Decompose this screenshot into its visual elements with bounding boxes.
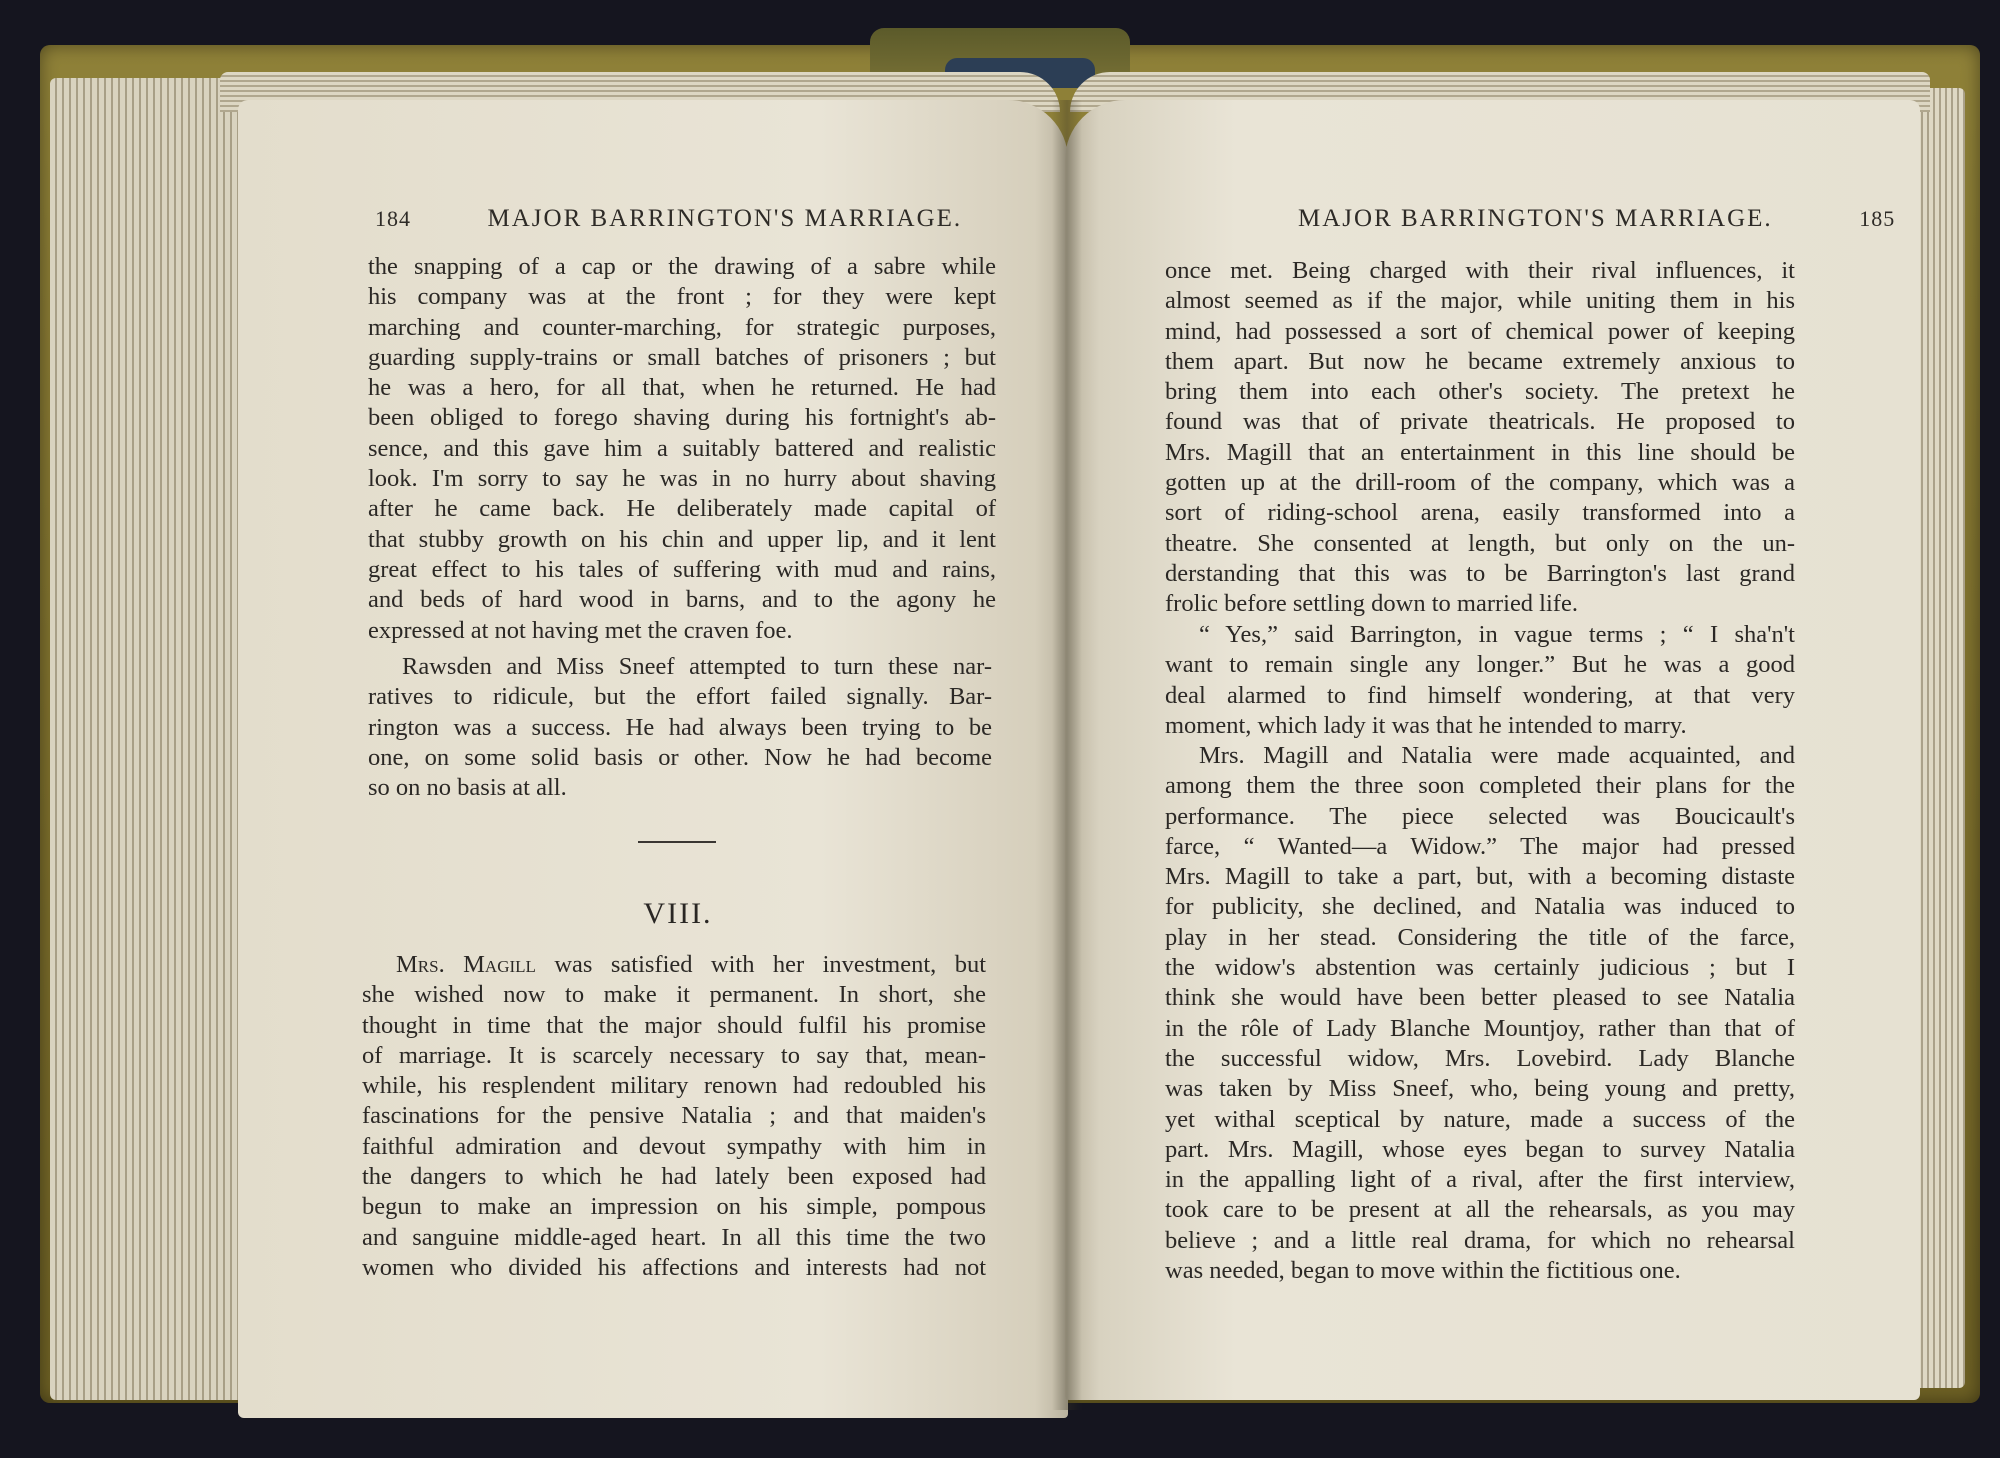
text-line: almost seemed as if the major, while uniting them in his [1165, 287, 1795, 315]
text-line: among them the three soon completed their plans for the [1165, 772, 1795, 800]
text-line: expressed at not having met the craven foe. [368, 616, 793, 644]
text-line: Mrs. Magill to take a part, but, with a becoming distaste [1165, 863, 1795, 891]
text-line: the widow's abstention was certainly judicious ; but I [1165, 954, 1795, 982]
text-line: deal alarmed to find himself wondering, at that very [1165, 681, 1795, 709]
text-line: that stubby growth on his chin and upper lip, and it lent [368, 525, 996, 553]
text-line: part. Mrs. Magill, whose eyes began to survey Natalia [1165, 1135, 1795, 1163]
text-line: and sanguine middle-aged heart. In all this time the two [362, 1223, 986, 1251]
text-line: women who divided his affections and interests had not [362, 1253, 986, 1281]
text-line: of marriage. It is scarcely necessary to say that, mean- [362, 1041, 986, 1069]
text-line: was taken by Miss Sneef, who, being young and pretty, [1165, 1075, 1795, 1103]
text-line: “ Yes,” said Barrington, in vague terms ; “ I sha'n't [1199, 621, 1795, 648]
text-line: the successful widow, Mrs. Lovebird. Lady Blanche [1165, 1044, 1795, 1072]
right-running-title: MAJOR BARRINGTON'S MARRIAGE. [1298, 205, 1773, 232]
text-line: thought in time that the major should fulfil his promise [362, 1011, 986, 1039]
right-paragraph-3 [1165, 741, 1795, 1286]
text-line: Rawsden and Miss Sneef attempted to turn these nar- [402, 653, 992, 680]
gutter-shadow [1052, 100, 1082, 1410]
text-line: derstanding that this was to be Barrington's last grand [1165, 559, 1795, 587]
text-line: while, his resplendent military renown had redoubled his [362, 1072, 986, 1100]
text-line: mind, had possessed a sort of chemical power of keeping [1165, 317, 1795, 345]
right-paragraph-2 [1165, 620, 1795, 741]
text-line: the dangers to which he had lately been exposed had [362, 1163, 986, 1191]
text-line: frolic before settling down to married life. [1165, 590, 1578, 618]
text-line: found was that of private theatricals. He proposed to [1165, 408, 1795, 436]
text-line: was needed, began to move within the fictitious one. [1165, 1257, 1681, 1285]
text-line: after he came back. He deliberately made capital of [368, 495, 996, 523]
text-line: farce, “ Wanted—a Widow.” The major had pressed [1165, 832, 1795, 860]
text-line: faithful admiration and devout sympathy with him in [362, 1132, 986, 1160]
text-line: moment, which lady it was that he intended to marry. [1165, 711, 1687, 739]
right-paragraph-1 [1165, 256, 1795, 620]
text-line: so on no basis at all. [368, 774, 567, 802]
text-line: took care to be present at all the rehearsals, as you may [1165, 1196, 1795, 1224]
left-running-title: MAJOR BARRINGTON'S MARRIAGE. [487, 205, 963, 232]
chapter-opening-smallcaps: Mrs. Magill [396, 951, 536, 978]
text-line: she wished now to make it permanent. In short, she [362, 981, 986, 1009]
text-line: play in her stead. Considering the title of the farce, [1165, 923, 1795, 951]
text-line: Mrs. Magill that an entertainment in this line should be [1165, 438, 1795, 466]
text-line: one, on some solid basis or other. Now he had become [368, 743, 992, 771]
text-line: Mrs. Magill and Natalia were made acquainted, and [1199, 742, 1795, 769]
text-line: theatre. She consented at length, but only on the un- [1165, 529, 1795, 557]
page-block-left-edge [50, 78, 250, 1400]
text-line: in the rôle of Lady Blanche Mountjoy, rather than that of [1165, 1014, 1795, 1042]
text-line: the snapping of a cap or the drawing of a sabre while [368, 253, 996, 280]
chapter-first-line-rest: was satisfied with her investment, but [535, 951, 986, 978]
text-line: them apart. But now he became extremely anxious to [1165, 347, 1795, 375]
text-line: want to remain single any longer.” But he was a good [1165, 651, 1795, 679]
text-line: he was a hero, for all that, when he returned. He had [368, 374, 996, 402]
text-line: think she would have been better pleased to see Natalia [1165, 984, 1795, 1012]
chapter-heading: VIII. [643, 897, 713, 930]
left-running-head [375, 205, 962, 233]
text-line: in the appalling light of a rival, after the first interview, [1165, 1166, 1795, 1194]
text-line: ratives to ridicule, but the effort failed signally. Bar- [368, 683, 992, 711]
right-running-head [1298, 205, 1895, 233]
chapter-first-line [362, 950, 986, 980]
text-line: sort of riding-school arena, easily transformed into a [1165, 499, 1795, 527]
right-page-number: 185 [1859, 206, 1896, 231]
text-line: bring them into each other's society. The pretext he [1165, 378, 1795, 406]
text-line: believe ; and a little real drama, for which no rehearsal [1165, 1226, 1795, 1254]
section-divider [638, 841, 716, 843]
text-line: rington was a success. He had always been trying to be [368, 713, 992, 741]
text-line: gotten up at the drill-room of the company, which was a [1165, 469, 1795, 497]
text-line: his company was at the front ; for they were kept [368, 283, 996, 311]
text-line: for publicity, she declined, and Natalia was induced to [1165, 893, 1795, 921]
text-line: fascinations for the pensive Natalia ; and that maiden's [362, 1102, 986, 1130]
text-line: sence, and this gave him a suitably battered and realistic [368, 434, 996, 462]
text-line: been obliged to forego shaving during his fortnight's ab- [368, 404, 996, 432]
text-line: yet withal sceptical by nature, made a success of the [1165, 1105, 1795, 1133]
chapter-paragraph [362, 950, 986, 1283]
text-line: begun to make an impression on his simple, pompous [362, 1193, 986, 1221]
text-line: marching and counter-marching, for strategic purposes, [368, 313, 996, 341]
text-line: look. I'm sorry to say he was in no hurry about shaving [368, 465, 996, 493]
text-line: and beds of hard wood in barns, and to the agony he [368, 586, 996, 614]
left-paragraph-2 [368, 652, 992, 803]
left-page-number: 184 [375, 206, 411, 231]
text-line: guarding supply-trains or small batches of prisoners ; but [368, 343, 996, 371]
text-line: once met. Being charged with their rival influences, it [1165, 257, 1795, 284]
text-line: performance. The piece selected was Boucicault's [1165, 802, 1795, 830]
text-line: great effect to his tales of suffering with mud and rains, [368, 555, 996, 583]
left-paragraph-1 [368, 252, 996, 646]
